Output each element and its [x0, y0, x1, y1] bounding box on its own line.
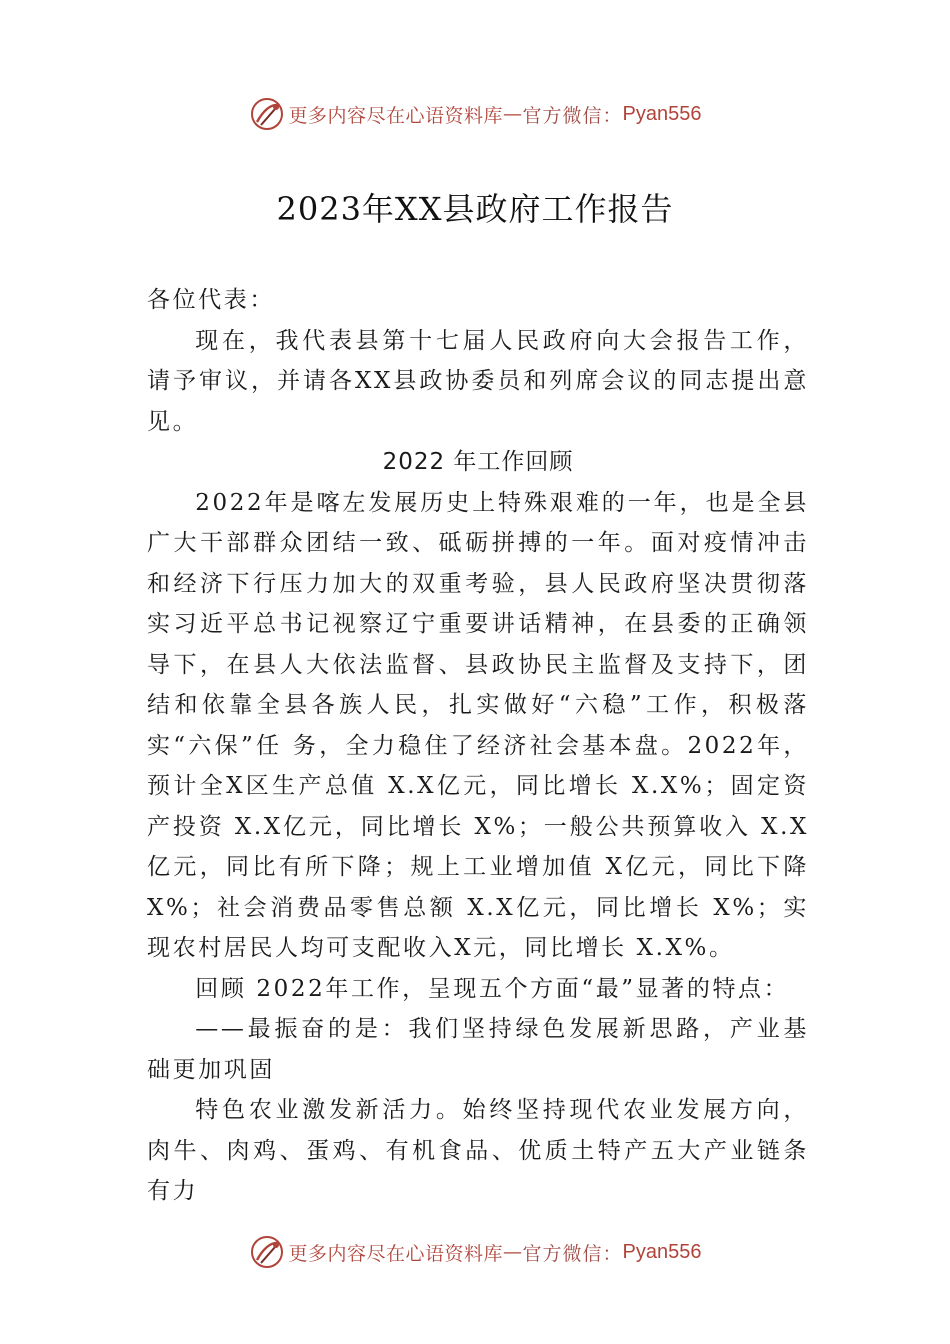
banner-wechat-label: 官方微信： [522, 104, 623, 127]
salutation: 各位代表： [147, 287, 275, 313]
header-banner [0, 94, 950, 134]
banner-dash: — [503, 1241, 523, 1263]
banner-brand: 更多内容尽在心语资料库 [288, 1242, 504, 1265]
logo-icon [249, 96, 285, 132]
section-heading: 2022 年工作回顾 [382, 449, 574, 475]
banner-wechat-id: Pyan556 [622, 102, 702, 125]
features-paragraph: 回顾 2022年工作，呈现五个方面“最”显著的特点： [195, 975, 790, 1002]
document-body [147, 280, 809, 1212]
banner-wechat-id: Pyan556 [622, 1240, 702, 1263]
agriculture-paragraph: 特色农业激发新活力。始终坚持现代农业发展方向，肉牛、肉鸡、蛋鸡、有机食品、优质土特产五大产业链条有力 [147, 1097, 809, 1204]
document-title: 2023年XX县政府工作报告 [276, 190, 674, 228]
banner-dash: — [503, 103, 523, 125]
highlight-paragraph: ——最振奋的是：我们坚持绿色发展新思路，产业基础更加巩固 [147, 1016, 809, 1083]
banner-wechat-label: 官方微信： [522, 1242, 623, 1265]
logo-icon [249, 1234, 285, 1270]
footer-banner [0, 1232, 950, 1272]
review-paragraph: 2022年是喀左发展历史上特殊艰难的一年，也是全县广大干部群众团结一致、砥砺拼搏的一年。面对疫情冲击和经济下行压力加大的双重考验，县人民政府坚决贯彻落实习近平总书记视察辽宁重要讲话精神，在县委的正确领导下，在县人大依法监督、县政协民主监督及支持下，团结和依靠全县各族人民，扎实做好“六稳”工作，积极落实“六保”任 务，全力稳住了经济社会基本盘。2022年，预计全X区生产总值 X.X亿元，同比增长 X.X%；固定资产投资 X.X亿元，同比增长 X%；一般公共预算收入 X.X亿元，同比有所下降；规上工业增加值 X亿元，同比下降 X%；社会消费品零售总额 X.X亿元，同比增长 X%；实现农村居民人均可支配收入X元，同比增长 X.X%。 [147, 489, 809, 961]
intro-paragraph: 现在，我代表县第十七届人民政府向大会报告工作，请予审议，并请各XX县政协委员和列席会议的同志提出意见。 [147, 327, 809, 435]
banner-brand: 更多内容尽在心语资料库 [288, 104, 504, 127]
